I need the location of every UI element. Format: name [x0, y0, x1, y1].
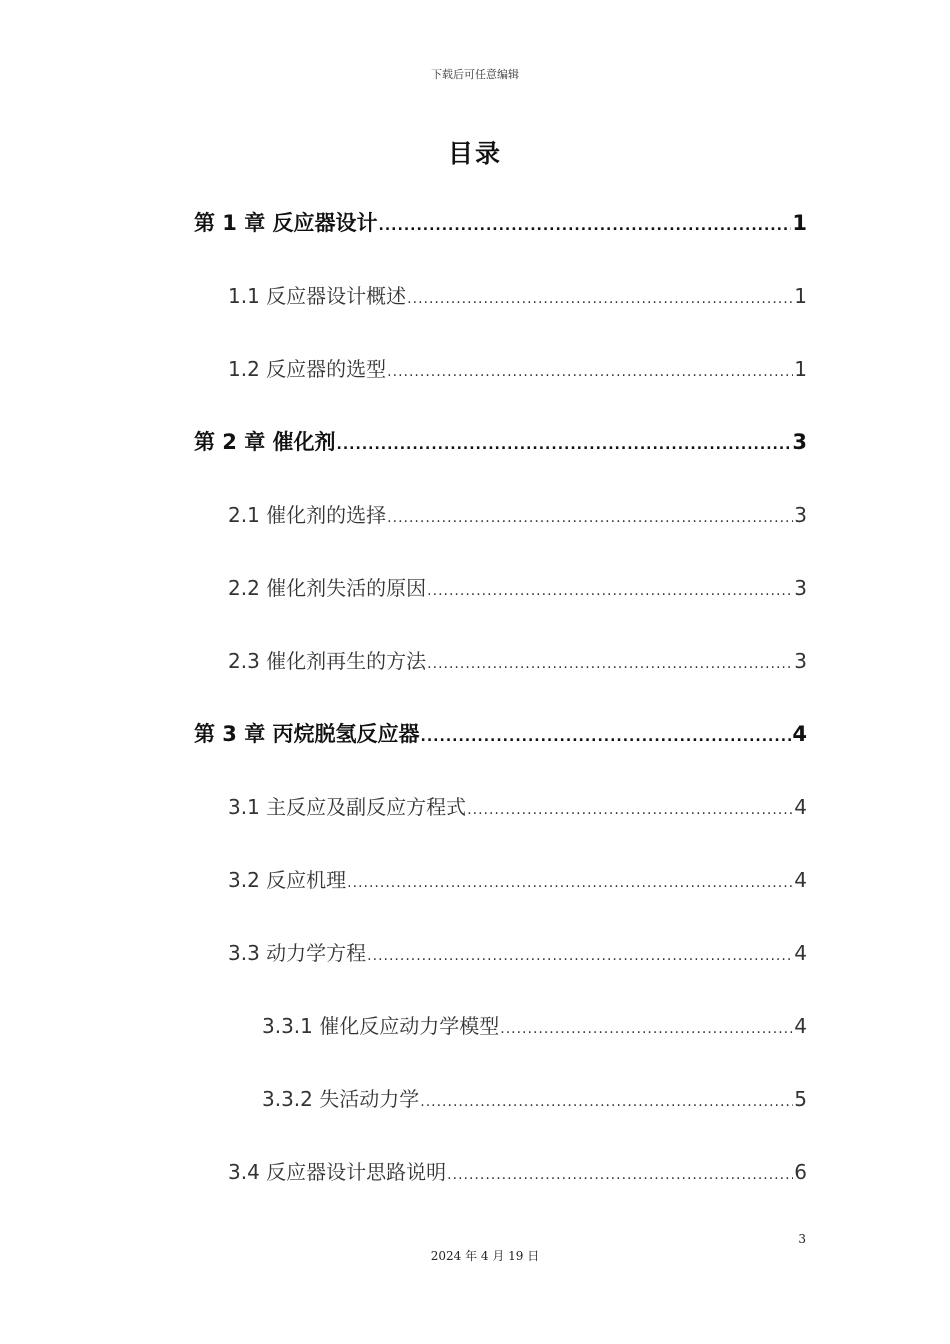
toc-title: 目录: [447, 139, 502, 168]
toc-dot-leader: [347, 875, 793, 891]
toc-entry-section-3-3-1[interactable]: [262, 1010, 807, 1083]
toc-page-number: 4: [792, 722, 807, 746]
toc-page-number: 1: [794, 284, 807, 308]
toc-entry-text: 3.3.1 催化反应动力学模型: [262, 1014, 500, 1038]
toc-entry-text: 3.1 主反应及副反应方程式: [228, 795, 467, 819]
toc-page-number: 4: [794, 941, 807, 965]
toc-entry-text: 第 1 章 反应器设计: [194, 211, 378, 235]
toc-dot-leader: [420, 1094, 793, 1110]
toc-dot-leader: [427, 656, 793, 672]
toc-entry-text: 2.3 催化剂再生的方法: [228, 649, 427, 673]
footer-date: 2024 年 4 月 19 日: [430, 1249, 540, 1263]
toc-entry-section-1-1[interactable]: [228, 280, 807, 353]
toc-dot-leader: [387, 364, 793, 380]
page-number: 3: [798, 1232, 806, 1246]
toc-dot-leader: [427, 583, 793, 599]
toc-dot-leader: [387, 510, 793, 526]
toc-page-number: 3: [792, 430, 807, 454]
header-note: 下载后可任意编辑: [431, 68, 519, 81]
toc-entry-section-2-1[interactable]: [228, 499, 807, 572]
toc-entry-text: 3.2 反应机理: [228, 868, 347, 892]
toc-entry-text: 2.1 催化剂的选择: [228, 503, 387, 527]
toc-entry-section-3-4[interactable]: [228, 1156, 807, 1229]
toc-entry-text: 2.2 催化剂失活的原因: [228, 576, 427, 600]
toc-page-number: 3: [794, 576, 807, 600]
toc-entry-section-2-2[interactable]: [228, 572, 807, 645]
toc-entry-text: 1.1 反应器设计概述: [228, 284, 407, 308]
toc-entry-text: 1.2 反应器的选型: [228, 357, 387, 381]
toc-page-number: 3: [794, 503, 807, 527]
toc-entry-section-1-2[interactable]: [228, 353, 807, 426]
toc-entry-section-3-3-2[interactable]: [262, 1083, 807, 1156]
toc-entry-section-3-2[interactable]: [228, 864, 807, 937]
toc-dot-leader: [337, 437, 792, 453]
toc-page-number: 4: [794, 1014, 807, 1038]
toc-page-number: 4: [794, 868, 807, 892]
toc-entry-chapter-1[interactable]: [194, 207, 807, 280]
toc-dot-leader: [500, 1021, 793, 1037]
toc-page-number: 3: [794, 649, 807, 673]
toc-page-number: 5: [794, 1087, 807, 1111]
toc-entry-text: 3.3.2 失活动力学: [262, 1087, 420, 1111]
toc-entry-text: 3.4 反应器设计思路说明: [228, 1160, 447, 1184]
toc-page-number: 1: [792, 211, 807, 235]
toc-entry-text: 第 3 章 丙烷脱氢反应器: [194, 722, 420, 746]
toc-dot-leader: [467, 802, 793, 818]
toc-entry-section-3-1[interactable]: [228, 791, 807, 864]
toc-entry-chapter-2[interactable]: [194, 426, 807, 499]
toc-dot-leader: [407, 291, 793, 307]
toc-dot-leader: [367, 948, 793, 964]
toc-entry-text: 第 2 章 催化剂: [194, 430, 336, 454]
toc-page-number: 6: [794, 1160, 807, 1184]
toc-page-number: 4: [794, 795, 807, 819]
toc-dot-leader: [447, 1167, 793, 1183]
toc-entry-section-2-3[interactable]: [228, 645, 807, 718]
toc-dot-leader: [379, 218, 792, 234]
toc-entry-chapter-3[interactable]: [194, 718, 807, 791]
toc-page-number: 1: [794, 357, 807, 381]
toc-entry-section-3-3[interactable]: [228, 937, 807, 1010]
toc-dot-leader: [421, 729, 792, 745]
toc-entry-text: 3.3 动力学方程: [228, 941, 367, 965]
table-of-contents: [0, 207, 950, 1229]
